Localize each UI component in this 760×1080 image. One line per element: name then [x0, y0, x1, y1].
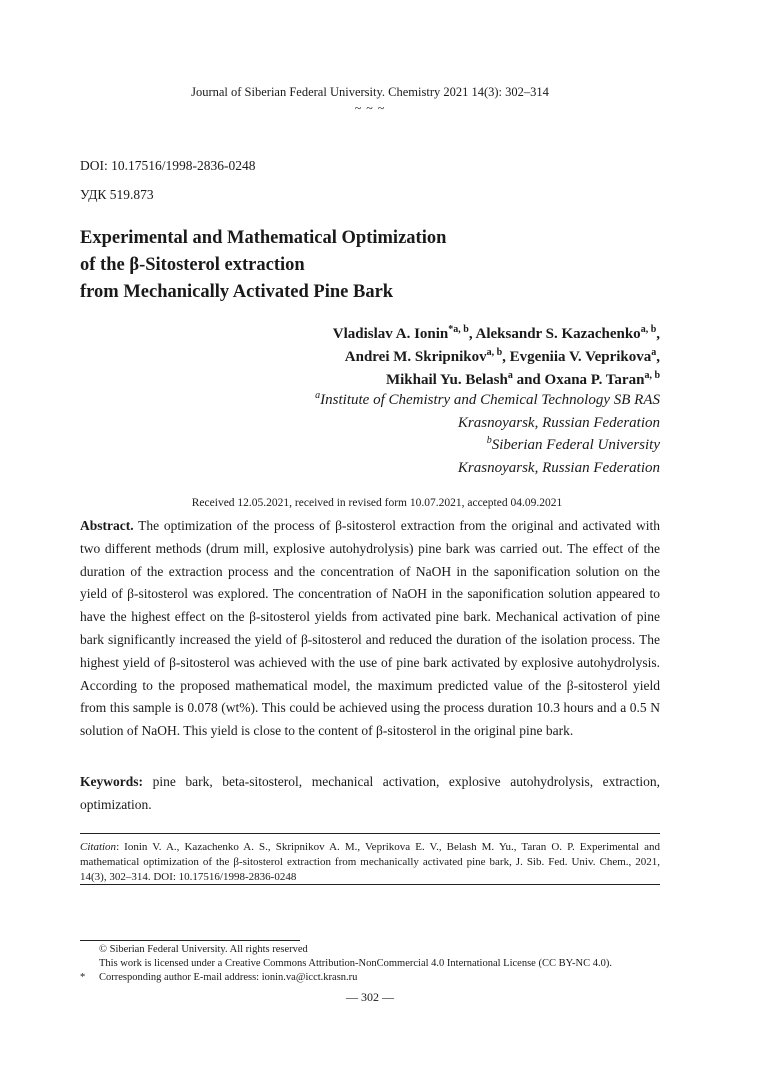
author-separator: , [502, 349, 506, 365]
citation-top-rule [80, 833, 660, 834]
received-dates: Received 12.05.2021, received in revised form 10.07.2021, accepted 04.09.2021 [191, 497, 563, 509]
keywords [80, 771, 660, 817]
journal-header: Journal of Siberian Federal University. Chemistry 2021 14(3): 302–314 [191, 85, 549, 99]
citation-text: : Ionin V. A., Kazachenko A. S., Skripnikov A. M., Veprikova E. V., Belash M. Yu., Taran O. P. Experimental and mathematical optimization of the β-sitosterol extraction from mechanically activated pine bark, J. Sib. Fed. Univ. Chem., 2021, 14(3), 302–314. DOI: 10.17516/1998-2836-0248 [80, 841, 660, 883]
author-sup: a, b [486, 347, 503, 358]
author-name: Mikhail Yu. Belash [385, 372, 508, 388]
page-number: — 302 — [346, 990, 394, 1004]
author-sup: a, b [644, 370, 660, 381]
header-separator: ~ ~ ~ [354, 101, 386, 115]
corresponding-author-note: Corresponding author E-mail address: ionin.va@icct.krasn.ru [99, 972, 358, 983]
title-line: from Mechanically Activated Pine Bark [80, 282, 394, 302]
footnote-star: * [80, 972, 86, 983]
citation [80, 840, 660, 885]
author-sup: *a, b [448, 324, 469, 335]
author-name: Andrei M. Skripnikov [344, 349, 487, 365]
udk-code: УДК 519.873 [80, 187, 154, 202]
author-separator: , [656, 349, 660, 365]
author-name: Aleksandr S. Kazachenko [475, 326, 641, 342]
author-separator: , [656, 326, 660, 342]
author-name: Vladislav A. Ionin [332, 326, 449, 342]
affiliation-city: Krasnoyarsk, Russian Federation [457, 414, 660, 431]
keywords-label: Keywords: [80, 774, 143, 789]
title-line: Experimental and Mathematical Optimization [80, 228, 447, 248]
affiliations [315, 389, 660, 479]
doi: DOI: 10.17516/1998-2836-0248 [80, 158, 256, 173]
affiliation-name: Siberian Federal University [491, 437, 660, 453]
author-separator: , [468, 326, 473, 342]
affiliation-sup: a [315, 390, 321, 401]
copyright-note: © Siberian Federal University. All rights reserved [99, 944, 308, 955]
citation-bottom-rule [80, 884, 660, 885]
keywords-text: pine bark, beta-sitosterol, mechanical activation, explosive autohydrolysis, extraction, optimization. [80, 774, 661, 812]
paper-title [80, 225, 446, 306]
author-sup: a, b [640, 324, 657, 335]
affiliation-name: Institute of Chemistry and Chemical Technology SB RAS [320, 392, 660, 408]
abstract [80, 515, 660, 743]
abstract-text: The optimization of the process of β-sitosterol extraction from the original and activated with two different methods (drum mill, explosive autohydrolysis) pine bark was carried out. The effect of the duration of the extraction process and the concentration of NaOH in the saponification solution on the yield of β-sitosterol was explored. The concentration of NaOH in the saponification solution appeared to have the highest effect on the β-sitosterol yields from activated pine bark. Mechanical activation of pine bark significantly increased the yield of β-sitosterol and reduced the duration of the isolation process. The highest yield of β-sitosterol was achieved with the use of pine bark activated by explosive autohydrolysis. According to the proposed mathematical model, the maximum predicted value of the β-sitosterol yield from this sample is 0.078 (wt%). This could be achieved using the process duration 10.3 hours and a 0.5 N solution of NaOH. This yield is close to the content of β-sitosterol in the original pine bark. [80, 518, 660, 739]
title-line: of the β-Sitosterol extraction [80, 255, 305, 275]
affiliation-city: Krasnoyarsk, Russian Federation [457, 459, 660, 476]
footnote-rule [80, 940, 300, 941]
author-and: and [516, 372, 541, 388]
author-sup: a [507, 370, 513, 381]
citation-label: Citation [80, 841, 117, 853]
author-name: Oxana P. Taran [544, 372, 645, 388]
author-sup: a [651, 347, 657, 358]
author-name: Evgeniia V. Veprikova [509, 349, 652, 365]
affiliation-sup: b [486, 435, 492, 446]
author-list [333, 323, 660, 392]
abstract-label: Abstract. [80, 518, 134, 533]
license-note: This work is licensed under a Creative Commons Attribution-NonCommercial 4.0 International License (CC BY-NC 4.0). [99, 958, 612, 969]
